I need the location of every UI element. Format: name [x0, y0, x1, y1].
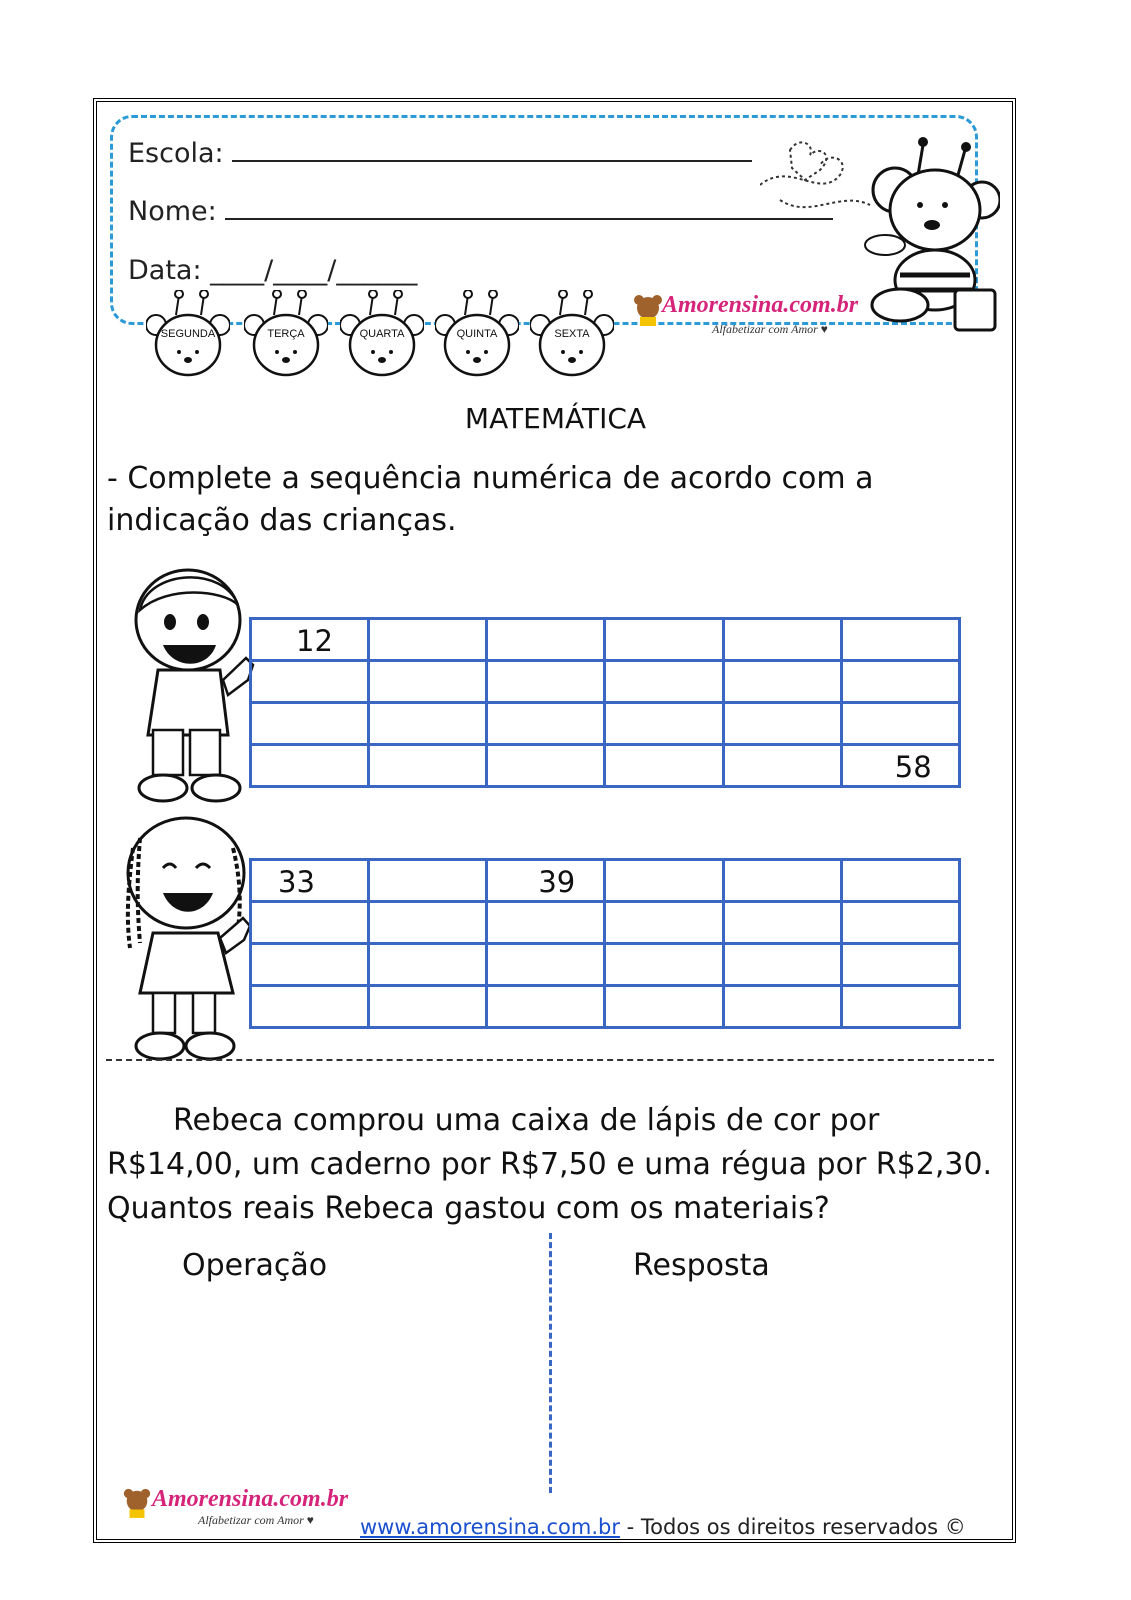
grid-row	[251, 703, 960, 745]
school-field	[128, 138, 752, 169]
grid-row	[251, 661, 960, 703]
problem-line-3: Quantos reais Rebeca gastou com os materiais?	[107, 1191, 830, 1226]
brand-tagline-header: Alfabetizar com Amor ♥	[712, 322, 828, 336]
grid-cell[interactable]	[487, 986, 605, 1028]
operation-label: Operação	[182, 1248, 328, 1283]
weekday-bee-sexta	[530, 290, 614, 374]
rights-text: - Todos os direitos reservados ©	[619, 1515, 966, 1539]
boy-illustration	[128, 560, 263, 805]
bear-logo-icon	[122, 1484, 152, 1520]
grid-row	[251, 986, 960, 1028]
grid-cell[interactable]	[251, 703, 369, 745]
grid-cell[interactable]	[723, 986, 841, 1028]
answer-label: Resposta	[633, 1248, 770, 1283]
date-blank[interactable]: ____/____/______	[210, 255, 418, 286]
grid-cell[interactable]	[723, 944, 841, 986]
grid-cell[interactable]	[841, 661, 959, 703]
cell-value: 58	[894, 750, 932, 784]
weekday-label: SEXTA	[554, 328, 590, 340]
grid-cell[interactable]	[369, 902, 487, 944]
grid-cell[interactable]	[251, 661, 369, 703]
cell-value: 33	[278, 865, 315, 899]
website-link[interactable]: www.amorensina.com.br	[360, 1515, 620, 1539]
grid-cell[interactable]	[841, 986, 959, 1028]
name-field	[128, 196, 833, 227]
problem-line-1: Rebeca comprou uma caixa de lápis de cor por	[173, 1103, 880, 1138]
grid-cell[interactable]	[487, 619, 605, 661]
bear-logo-icon	[632, 291, 664, 327]
grid-cell[interactable]	[605, 661, 723, 703]
grid-cell[interactable]	[251, 986, 369, 1028]
grid-cell[interactable]	[841, 745, 959, 787]
date-field	[128, 255, 417, 286]
grid-cell[interactable]	[487, 661, 605, 703]
grid-cell[interactable]	[369, 860, 487, 902]
brand-tagline-footer: Alfabetizar com Amor ♥	[198, 1513, 314, 1527]
problem-line-2: R$14,00, um caderno por R$7,50 e uma régua por R$2,30.	[107, 1147, 993, 1182]
grid-cell[interactable]	[251, 619, 369, 661]
grid-cell[interactable]	[723, 902, 841, 944]
grid-cell[interactable]	[605, 860, 723, 902]
grid-cell[interactable]	[605, 745, 723, 787]
weekday-bees	[140, 290, 640, 385]
grid-cell[interactable]	[251, 902, 369, 944]
weekday-label: QUARTA	[359, 328, 405, 340]
word-problem	[107, 1099, 1007, 1231]
grid-row	[251, 860, 960, 902]
grid-row	[251, 745, 960, 787]
grid-row	[251, 902, 960, 944]
grid-row	[251, 619, 960, 661]
grid-cell[interactable]	[723, 703, 841, 745]
name-blank[interactable]	[225, 196, 833, 220]
grid-cell[interactable]	[841, 944, 959, 986]
grid-cell[interactable]	[605, 619, 723, 661]
section-divider	[106, 1059, 994, 1061]
weekday-bee-quinta	[435, 290, 519, 374]
brand-logo-header: Amorensina.com.br	[662, 292, 859, 318]
school-blank[interactable]	[232, 138, 752, 162]
grid-cell[interactable]	[369, 703, 487, 745]
cell-value: 12	[296, 624, 333, 658]
grid-cell[interactable]	[251, 860, 369, 902]
school-label: Escola:	[128, 138, 224, 169]
weekday-label: QUINTA	[456, 328, 498, 340]
girl-illustration	[118, 808, 263, 1063]
grid-cell[interactable]	[605, 902, 723, 944]
grid-cell[interactable]	[251, 944, 369, 986]
grid-cell[interactable]	[723, 619, 841, 661]
grid-cell[interactable]	[487, 860, 605, 902]
weekday-label: SEGUNDA	[160, 328, 216, 340]
grid-cell[interactable]	[841, 902, 959, 944]
grid-cell[interactable]	[605, 944, 723, 986]
page-title: MATEMÁTICA	[464, 402, 647, 435]
grid-cell[interactable]	[487, 745, 605, 787]
grid-cell[interactable]	[841, 619, 959, 661]
grid-cell[interactable]	[605, 986, 723, 1028]
name-label: Nome:	[128, 196, 217, 227]
date-label: Data:	[128, 255, 202, 286]
grid-cell[interactable]	[369, 986, 487, 1028]
brand-logo-footer: Amorensina.com.br	[152, 1486, 349, 1512]
weekday-bee-quarta	[340, 290, 424, 374]
grid-row	[251, 944, 960, 986]
grid-cell[interactable]	[841, 703, 959, 745]
grid-cell[interactable]	[251, 745, 369, 787]
weekday-label: TERÇA	[267, 328, 305, 340]
footer-credits	[360, 1515, 966, 1539]
grid-cell[interactable]	[487, 902, 605, 944]
weekday-bee-segunda	[146, 290, 230, 374]
grid-cell[interactable]	[723, 661, 841, 703]
answer-separator	[549, 1233, 552, 1493]
number-sequence-grid-1	[249, 617, 961, 788]
cell-value: 39	[538, 865, 576, 899]
grid-cell[interactable]	[369, 619, 487, 661]
instruction-text: - Complete a sequência numérica de acordo com a indicação das crianças.	[107, 461, 874, 538]
number-sequence-grid-2	[249, 858, 961, 1029]
grid-cell[interactable]	[369, 944, 487, 986]
grid-cell[interactable]	[723, 745, 841, 787]
grid-cell[interactable]	[369, 661, 487, 703]
grid-cell[interactable]	[723, 860, 841, 902]
grid-cell[interactable]	[487, 944, 605, 986]
grid-cell[interactable]	[841, 860, 959, 902]
grid-cell[interactable]	[605, 703, 723, 745]
grid-cell[interactable]	[369, 745, 487, 787]
grid-cell[interactable]	[487, 703, 605, 745]
weekday-bee-terca	[244, 290, 328, 374]
